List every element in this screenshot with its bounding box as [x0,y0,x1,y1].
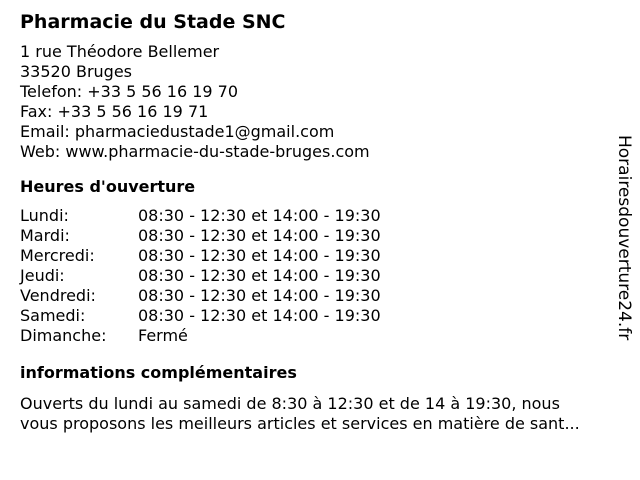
day-hours: 08:30 - 12:30 et 14:00 - 19:30 [138,306,381,325]
day-label: Samedi: [20,306,86,325]
info-line-1: Ouverts du lundi au samedi de 8:30 à 12:30 et de 14 à 19:30, nous [20,394,560,413]
address-city: 33520 Bruges [20,62,133,81]
day-label: Mardi: [20,226,70,245]
business-name: Pharmacie du Stade SNC [20,11,286,33]
phone-number: Telefon: +33 5 56 16 19 70 [20,82,239,101]
hours-row-friday [20,286,620,306]
hours-row-tuesday [20,226,620,246]
website-address: Web: www.pharmacie-du-stade-bruges.com [20,142,370,161]
hours-row-monday [20,206,620,226]
day-label: Vendredi: [20,286,96,305]
day-hours: 08:30 - 12:30 et 14:00 - 19:30 [138,246,381,265]
business-card [20,10,620,434]
hours-row-saturday [20,306,620,326]
info-line-2: vous proposons les meilleurs articles et services en matière de sant... [20,414,580,433]
hours-row-wednesday [20,246,620,266]
day-hours: 08:30 - 12:30 et 14:00 - 19:30 [138,206,381,225]
day-label: Mercredi: [20,246,95,265]
day-label: Jeudi: [20,266,65,285]
day-hours: Fermé [138,326,188,345]
email-address: Email: pharmaciedustade1@gmail.com [20,122,335,141]
day-label: Dimanche: [20,326,107,345]
fax-number: Fax: +33 5 56 16 19 71 [20,102,209,121]
day-hours: 08:30 - 12:30 et 14:00 - 19:30 [138,226,381,245]
opening-hours-heading: Heures d'ouverture [20,177,196,196]
day-hours: 08:30 - 12:30 et 14:00 - 19:30 [138,286,381,305]
opening-hours-table [20,206,620,346]
hours-row-thursday [20,266,620,286]
site-watermark: Horairesdouverture24.fr [614,135,634,341]
day-label: Lundi: [20,206,69,225]
additional-info-text [20,394,620,434]
hours-row-sunday [20,326,620,346]
address-street: 1 rue Théodore Bellemer [20,42,220,61]
day-hours: 08:30 - 12:30 et 14:00 - 19:30 [138,266,381,285]
additional-info-heading: informations complémentaires [20,363,297,382]
